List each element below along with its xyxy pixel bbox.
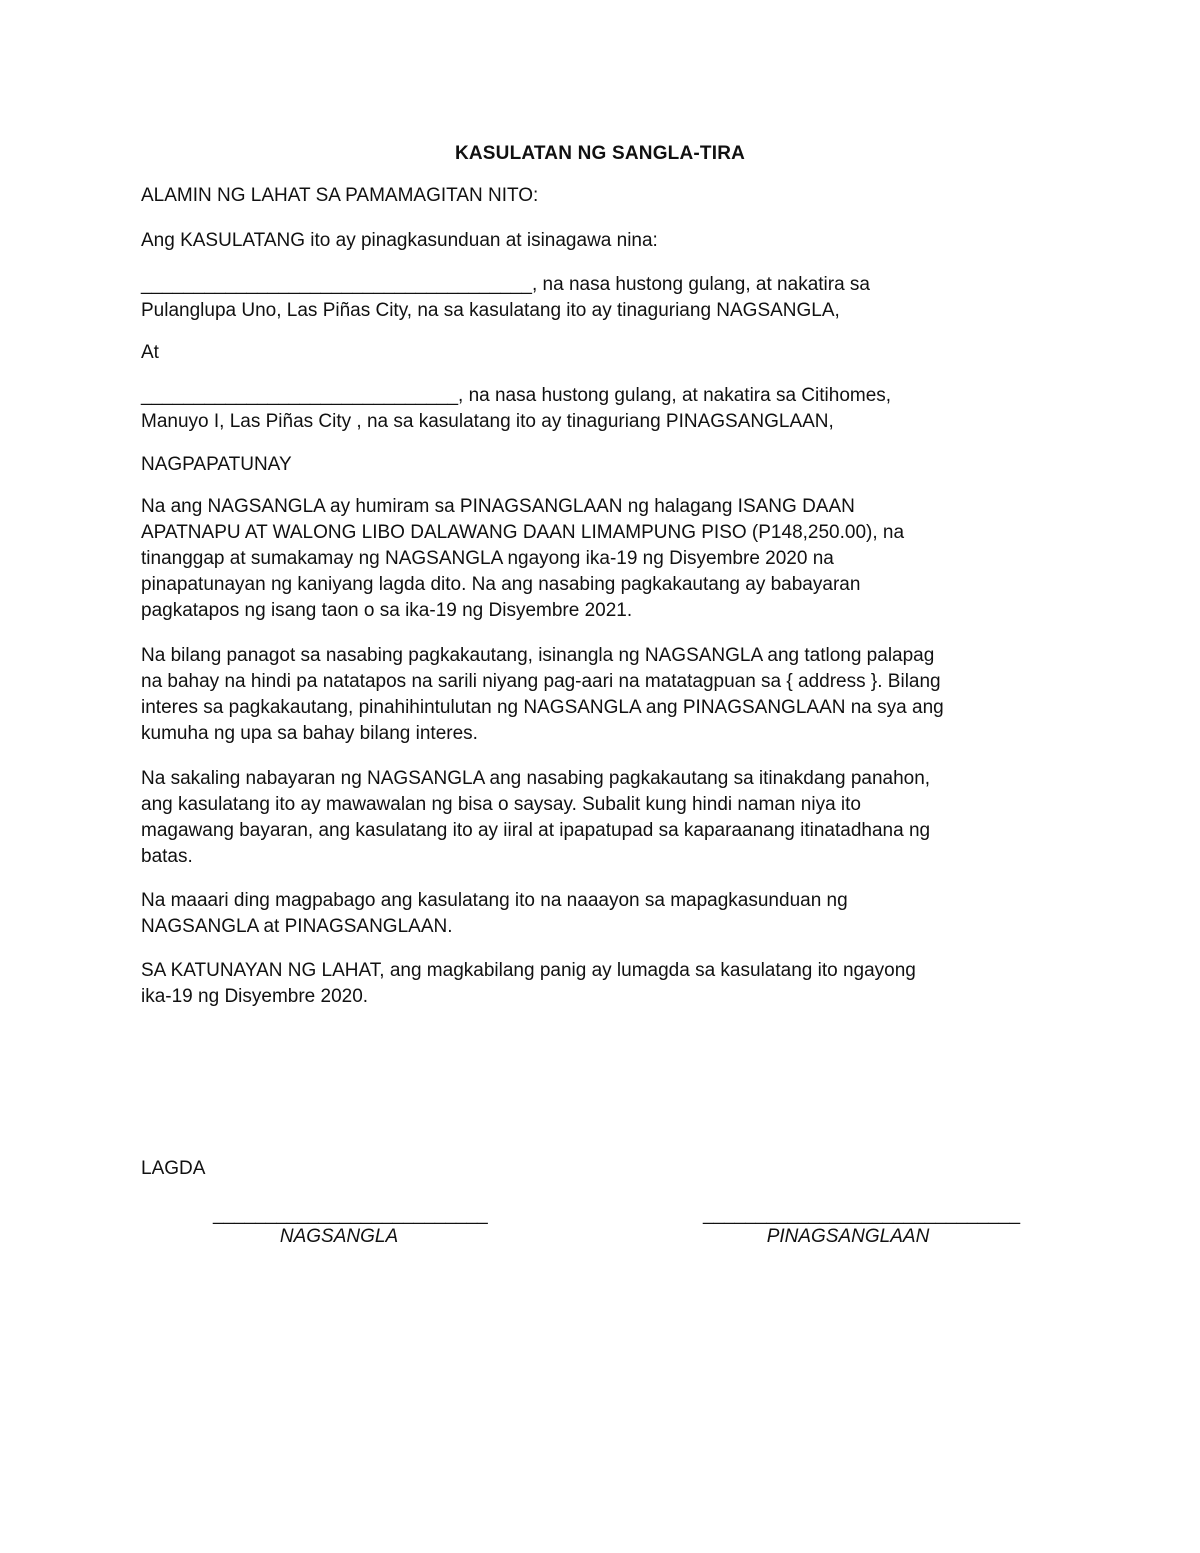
signature-heading: LAGDA (141, 1158, 206, 1179)
paragraph-3 (141, 766, 1071, 870)
party1-line2: Pulanglupa Uno, Las Piñas City, na sa kasulatang ito ay tinaguriang NAGSANGLA, (141, 300, 840, 321)
paragraph-line: interes sa pagkakautang, pinahihintulutan ng NAGSANGLA ang PINAGSANGLAAN na sya ang (141, 697, 944, 718)
agreement-line: Ang KASULATANG ito ay pinagkasunduan at isinagawa nina: (141, 230, 658, 251)
paragraph-line: Na sakaling nabayaran ng NAGSANGLA ang nasabing pagkakautang sa itinakdang panahon, (141, 768, 931, 789)
paragraph-line: Na bilang panagot sa nasabing pagkakautang, isinangla ng NAGSANGLA ang tatlong palapag (141, 645, 935, 666)
paragraph-line: Na ang NAGSANGLA ay humiram sa PINAGSANGLAAN ng halagang ISANG DAAN (141, 496, 855, 517)
paragraph-line: na bahay na hindi pa natatapos na sarili niyang pag-aari na matatagpuan sa { address }. Bilang (141, 671, 941, 692)
document-title: KASULATAN NG SANGLA-TIRA (454, 143, 746, 164)
signature-block-right (703, 1204, 1021, 1248)
paragraph-line: ang kasulatang ito ay mawawalan ng bisa o saysay. Subalit kung hindi naman niya ito (141, 794, 861, 815)
paragraph-1 (141, 494, 1071, 624)
paragraph-line: magawang bayaran, ang kasulatang ito ay iiral at ipapatupad sa kaparaanang itinatadhana ng (141, 820, 931, 841)
signature-label-nagsangla: NAGSANGLA (279, 1226, 399, 1247)
paragraph-line: SA KATUNAYAN NG LAHAT, ang magkabilang panig ay lumagda sa kasulatang ito ngayong (141, 960, 916, 981)
signature-block-left (213, 1204, 488, 1248)
signature-line: __________________________ (213, 1204, 488, 1225)
paragraph-line: pagkatapos ng isang taon o sa ika-19 ng Disyembre 2021. (141, 600, 633, 621)
party1-block (141, 272, 1071, 324)
signature-label-pinagsanglaan: PINAGSANGLAAN (766, 1226, 930, 1247)
paragraph-5 (141, 958, 1071, 1010)
paragraph-line: APATNAPU AT WALONG LIBO DALAWANG DAAN LIMAMPUNG PISO (P148,250.00), na (141, 522, 905, 543)
party1-line1: _____________________________________, na nasa hustong gulang, at nakatira sa (141, 274, 870, 295)
paragraph-line: kumuha ng upa sa bahay bilang interes. (141, 723, 478, 744)
paragraph-line: NAGSANGLA at PINAGSANGLAAN. (141, 916, 453, 937)
paragraph-line: pinapatunayan ng kaniyang lagda dito. Na ang nasabing pagkakautang ay babayaran (141, 574, 861, 595)
party2-block (141, 383, 1071, 435)
attestation-heading: NAGPAPATUNAY (141, 454, 292, 475)
signature-line: ______________________________ (703, 1204, 1021, 1225)
paragraph-4 (141, 888, 1071, 940)
party2-line2: Manuyo I, Las Piñas City , na sa kasulatang ito ay tinaguriang PINAGSANGLAAN, (141, 411, 834, 432)
paragraph-line: Na maaari ding magpabago ang kasulatang ito na naaayon sa mapagkasunduan ng (141, 890, 848, 911)
connector-at: At (141, 342, 159, 363)
paragraph-line: tinanggap at sumakamay ng NAGSANGLA ngayong ika-19 ng Disyembre 2020 na (141, 548, 834, 569)
paragraph-line: batas. (141, 846, 193, 867)
paragraph-2 (141, 643, 1071, 747)
party2-line1: ______________________________, na nasa hustong gulang, at nakatira sa Citihomes, (141, 385, 892, 406)
paragraph-line: ika-19 ng Disyembre 2020. (141, 986, 369, 1007)
intro-line: ALAMIN NG LAHAT SA PAMAMAGITAN NITO: (141, 185, 539, 206)
